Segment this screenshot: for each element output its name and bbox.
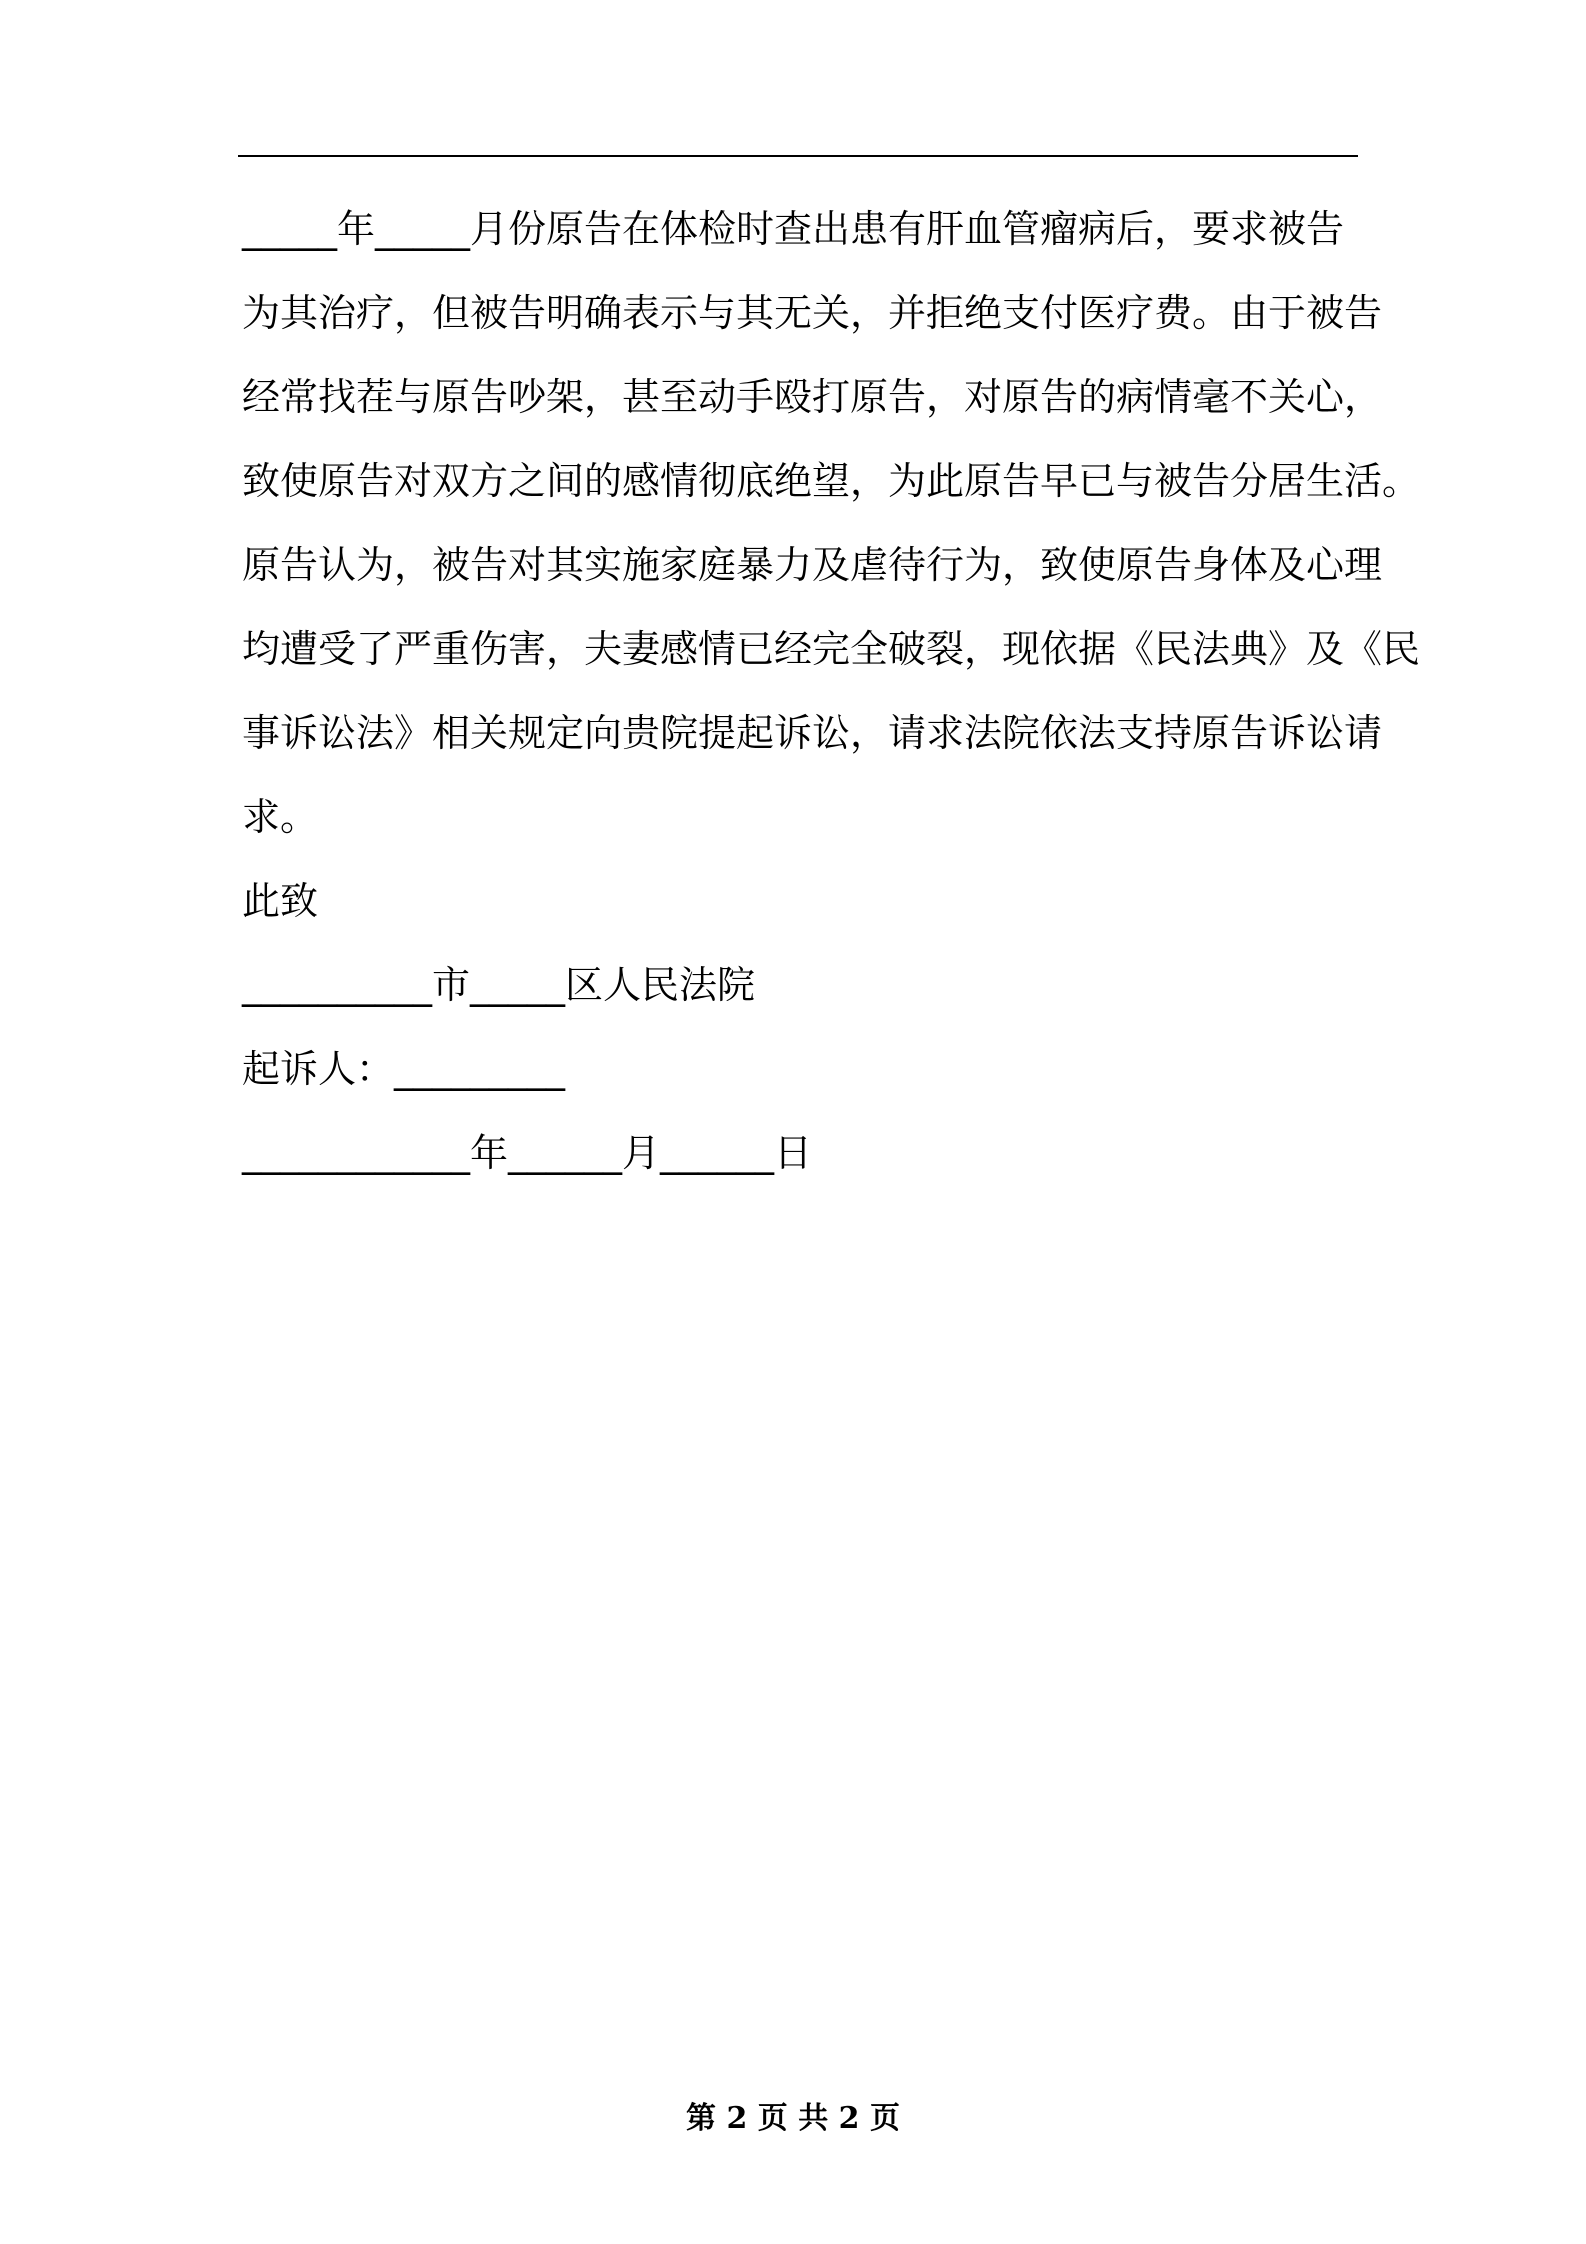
page-number-footer: 第 2 页 共 2 页 — [686, 2101, 900, 2136]
paragraph-line: 为其治疗，但被告明确表示与其无关，并拒绝支付医疗费。由于被告 — [242, 291, 1383, 335]
paragraph-line: 原告认为，被告对其实施家庭暴力及虐待行为，致使原告身体及心理 — [242, 543, 1383, 587]
paragraph-line: 经常找茬与原告吵架，甚至动手殴打原告，对原告的病情毫不关心， — [242, 375, 1383, 419]
paragraph-line: 事诉讼法》相关规定向贵院提起诉讼，请求法院依法支持原告诉讼请 — [242, 711, 1383, 755]
court-addressee: __________市_____区人民法院 — [242, 963, 756, 1007]
header-divider — [238, 155, 1358, 157]
paragraph-line: 均遭受了严重伤害，夫妻感情已经完全破裂，现依据《民法典》及《民 — [242, 627, 1421, 671]
plaintiff-signature-line: 起诉人：_________ — [242, 1047, 566, 1091]
paragraph-line: 求。 — [242, 795, 319, 839]
paragraph-line: _____年_____月份原告在体检时查出患有肝血管瘤病后，要求被告 — [242, 207, 1345, 251]
document-body — [242, 187, 1421, 1195]
closing-salutation: 此致 — [242, 879, 319, 923]
paragraph-line: 致使原告对双方之间的感情彻底绝望，为此原告早已与被告分居生活。 — [242, 459, 1421, 503]
date-line: ____________年______月______日 — [242, 1131, 813, 1175]
